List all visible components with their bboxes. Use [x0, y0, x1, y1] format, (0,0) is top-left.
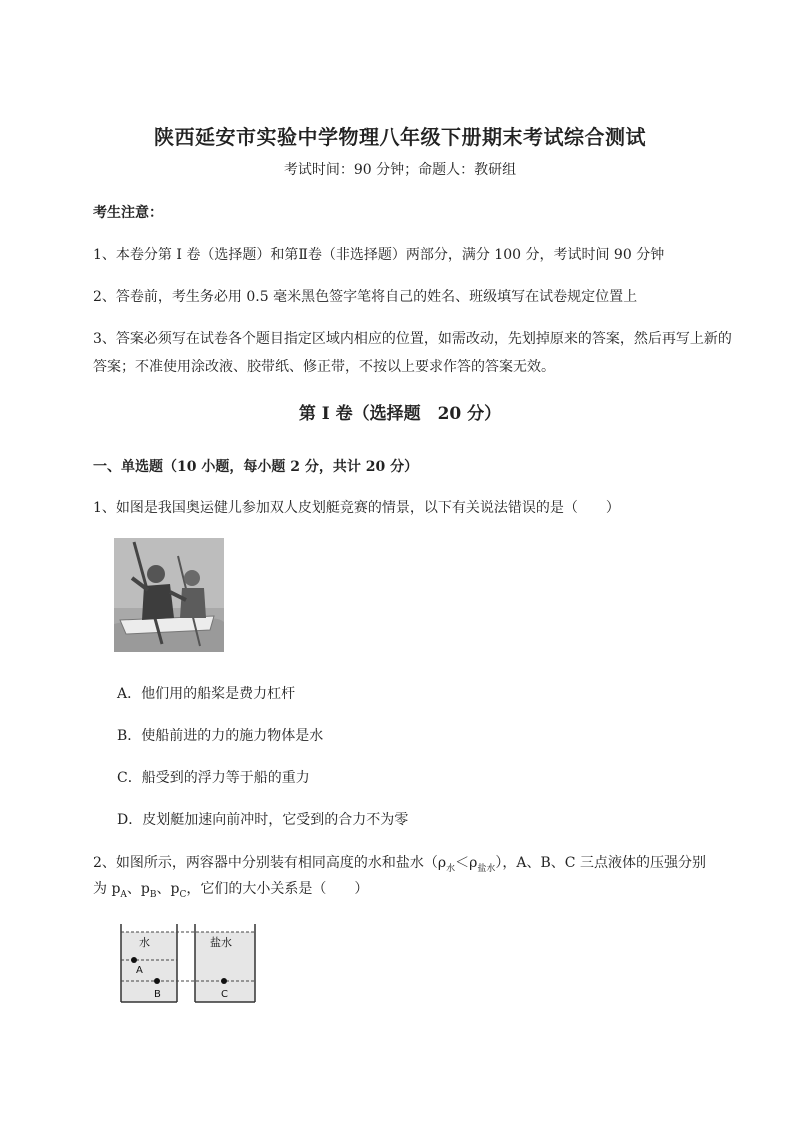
- containers-diagram: [118, 922, 258, 1006]
- exam-subtitle: 考试时间：90 分钟；命题人：教研组: [283, 162, 517, 178]
- exam-title: 陕西延安市实验中学物理八年级下册期末考试综合测试: [154, 125, 646, 149]
- point-b-label: B: [154, 989, 161, 1000]
- question-2-stem-line2: 为 $p_A$、$p_B$、$p_C$，它们的大小关系是（ ）: [93, 881, 369, 900]
- salt-water-label: 盐水: [210, 936, 232, 949]
- question-1-option-a: A．他们用的船桨是费力杠杆: [117, 686, 296, 702]
- point-c-marker: [221, 978, 227, 984]
- point-a-label: A: [136, 965, 143, 976]
- question-1-option-c: C．船受到的浮力等于船的重力: [117, 770, 310, 786]
- notice-item-2: 2、答卷前，考生务必用 0.5 毫米黑色签字笔将自己的姓名、班级填写在试卷规定位置上: [93, 289, 638, 305]
- part-title: 一、单选题（10 小题，每小题 2 分，共计 20 分）: [93, 459, 419, 475]
- question-1-option-b: B．使船前进的力的施力物体是水: [117, 728, 324, 744]
- point-a-marker: [131, 957, 137, 963]
- section-title: 第 I 卷（选择题 20 分）: [298, 404, 502, 424]
- notice-heading: 考生注意：: [93, 205, 163, 221]
- kayak-photo: [114, 538, 224, 652]
- notice-item-1: 1、本卷分第 I 卷（选择题）和第Ⅱ卷（非选择题）两部分，满分 100 分，考试时间 90 分钟: [93, 247, 665, 263]
- question-1-stem: 1、如图是我国奥运健儿参加双人皮划艇竞赛的情景，以下有关说法错误的是（ ）: [93, 500, 620, 516]
- question-2-stem-line1: 2、如图所示，两容器中分别装有相同高度的水和盐水$(\rho_水<\rho_{盐水})$，A、B、C 三点液体的压强分别: [93, 855, 706, 874]
- question-1-option-d: D．皮划艇加速向前冲时，它受到的合力不为零: [117, 812, 409, 828]
- water-label: 水: [139, 936, 150, 949]
- notice-item-3: 3、答案必须写在试卷各个题目指定区域内相应的位置，如需改动，先划掉原来的答案，然后再写上新的答案；不准使用涂改液、胶带纸、修正带，不按以上要求作答的答案无效。: [93, 331, 732, 375]
- point-c-label: C: [221, 989, 228, 1000]
- point-b-marker: [154, 978, 160, 984]
